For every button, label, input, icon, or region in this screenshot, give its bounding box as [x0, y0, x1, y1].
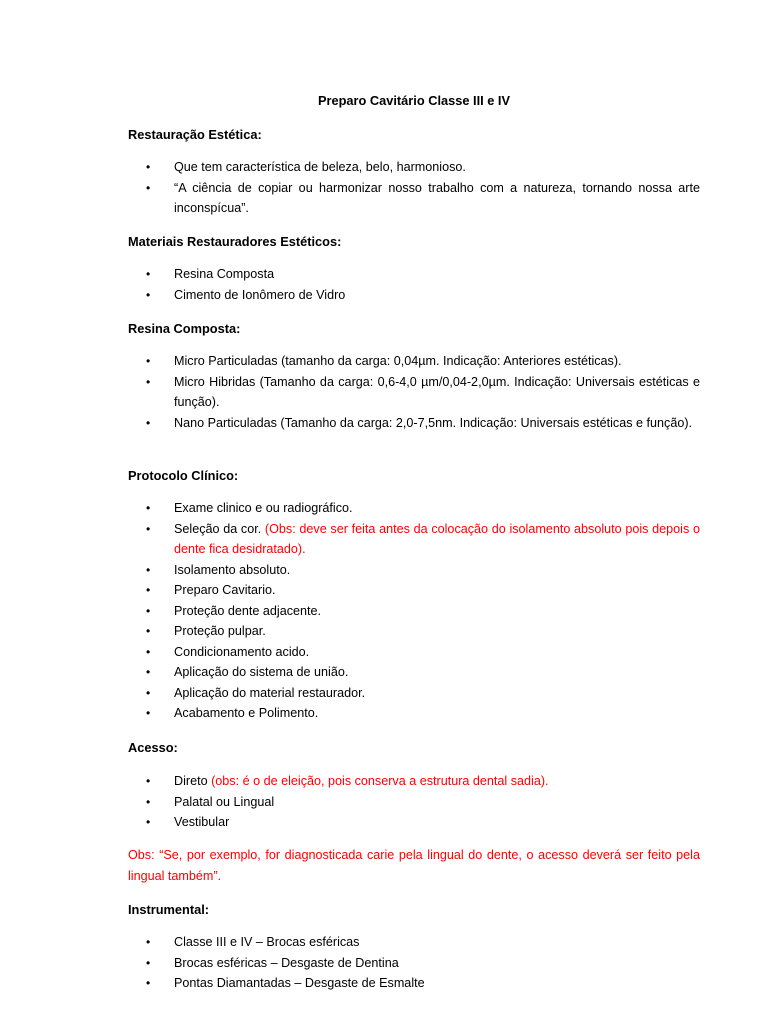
heading-acesso: Acesso:: [128, 740, 178, 755]
bullet-icon: •: [146, 160, 151, 174]
list-item: • Pontas Diamantadas – Desgaste de Esmalte: [128, 973, 700, 994]
list-item: • Aplicação do material restaurador.: [128, 683, 700, 704]
list-item: • “A ciência de copiar ou harmonizar nosso trabalho com a natureza, tornando nossa arte inconspícua”.: [128, 178, 700, 219]
list-item: • Aplicação do sistema de união.: [128, 662, 700, 683]
list-item: • Brocas esféricas – Desgaste de Dentina: [128, 953, 700, 974]
heading-restauracao-estetica: Restauração Estética:: [128, 127, 262, 142]
bullet-icon: •: [146, 354, 151, 368]
bullet-icon: •: [146, 624, 151, 638]
bullet-icon: •: [146, 955, 151, 970]
obs-note: (obs: é o de eleição, pois conserva a estrutura dental sadia).: [211, 774, 549, 788]
bullet-icon: •: [146, 501, 151, 515]
list-item: • Proteção dente adjacente.: [128, 601, 700, 622]
bullet-icon: •: [146, 562, 151, 577]
obs-note: (Obs: deve ser feita antes da colocação do isolamento absoluto pois depois o dente fica desidratado).: [174, 521, 700, 556]
list-materiais-restauradores: [128, 264, 700, 305]
list-protocolo-clinico: [128, 498, 700, 724]
heading-resina-composta: Resina Composta:: [128, 321, 241, 336]
obs-paragraph: Obs: “Se, por exemplo, for diagnosticada carie pela lingual do dente, o acesso deverá ser feito pela lingual também”.: [128, 848, 700, 883]
list-item: • Condicionamento acido.: [128, 642, 700, 663]
heading-instrumental: Instrumental:: [128, 902, 210, 917]
list-item: • Isolamento absoluto.: [128, 560, 700, 581]
list-item: • Que tem característica de beleza, belo, harmonioso.: [128, 157, 700, 178]
list-item: • Classe III e IV – Brocas esféricas: [128, 932, 700, 953]
document-title: Preparo Cavitário Classe III e IV: [317, 93, 511, 108]
list-item: • Preparo Cavitario.: [128, 580, 700, 601]
bullet-icon: •: [146, 976, 151, 990]
list-item: • Resina Composta: [128, 264, 700, 285]
list-item: • Nano Particuladas (Tamanho da carga: 2,0-7,5nm. Indicação: Universais estéticas e função).: [128, 413, 700, 434]
heading-materiais-restauradores: Materiais Restauradores Estéticos:: [128, 234, 342, 249]
bullet-icon: •: [146, 287, 151, 302]
bullet-icon: •: [146, 374, 151, 389]
bullet-icon: •: [146, 774, 151, 788]
heading-protocolo-clinico: Protocolo Clínico:: [128, 468, 239, 483]
bullet-icon: •: [146, 794, 151, 809]
bullet-icon: •: [146, 665, 151, 679]
list-item: • Seleção da cor. (Obs: deve ser feita antes da colocação do isolamento absoluto pois depois o dente fica desidratado).: [128, 519, 700, 560]
bullet-icon: •: [146, 415, 151, 430]
list-item: • Acabamento e Polimento.: [128, 703, 700, 724]
list-item: • Micro Particuladas (tamanho da carga: 0,04µm. Indicação: Anteriores estéticas).: [128, 351, 700, 372]
list-item: • Palatal ou Lingual: [128, 792, 700, 813]
bullet-icon: •: [146, 180, 151, 195]
list-item: • Direto (obs: é o de eleição, pois conserva a estrutura dental sadia).: [128, 771, 700, 792]
bullet-icon: •: [146, 685, 151, 700]
bullet-icon: •: [146, 935, 151, 949]
list-instrumental: [128, 932, 700, 994]
bullet-icon: •: [146, 815, 151, 829]
list-item: • Vestibular: [128, 812, 700, 833]
list-item: • Exame clinico e ou radiográfico.: [128, 498, 700, 519]
bullet-icon: •: [146, 706, 151, 720]
list-item: • Micro Hibridas (Tamanho da carga: 0,6-4,0 µm/0,04-2,0µm. Indicação: Universais estéticas e função).: [128, 372, 700, 413]
list-resina-composta: [128, 351, 700, 433]
list-item: • Proteção pulpar.: [128, 621, 700, 642]
bullet-icon: •: [146, 521, 151, 536]
list-acesso: [128, 771, 700, 833]
bullet-icon: •: [146, 267, 151, 281]
list-item: • Cimento de Ionômero de Vidro: [128, 285, 700, 306]
bullet-icon: •: [146, 583, 151, 597]
list-restauracao-estetica: [128, 157, 700, 219]
bullet-icon: •: [146, 644, 151, 659]
bullet-icon: •: [146, 603, 151, 618]
